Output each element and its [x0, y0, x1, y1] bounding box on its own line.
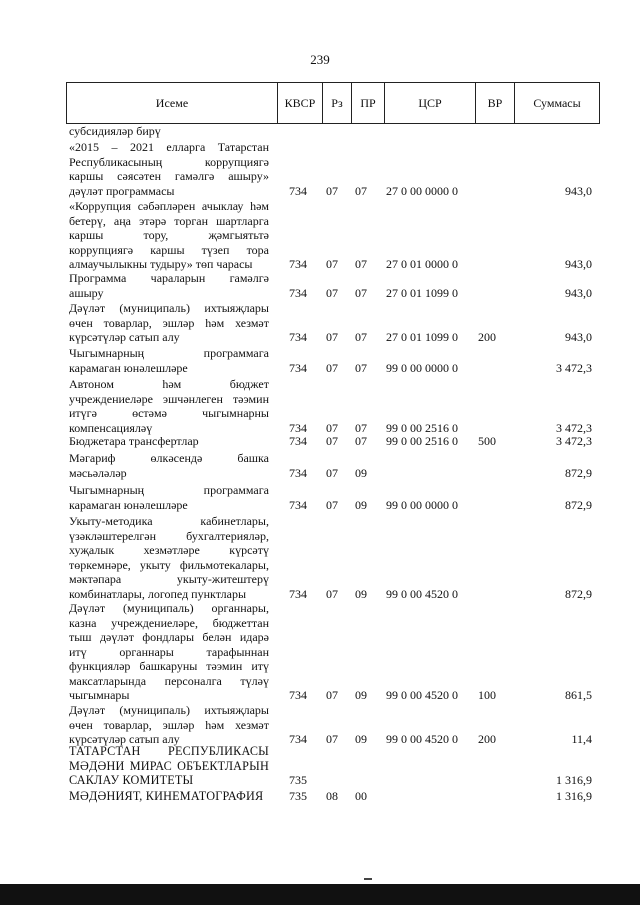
cell-vr: 100	[478, 688, 496, 702]
row-name	[69, 377, 269, 435]
header-vr: ВР	[476, 83, 515, 123]
cell-rz: 07	[326, 732, 338, 746]
table-row	[0, 124, 640, 139]
row-name-line: Дәүләт (муниципаль) ихтыяҗлары	[69, 301, 269, 315]
row-name-line: мәсьәләләр	[69, 465, 127, 480]
row-name-line: карамаган юнәлешләре	[69, 360, 188, 375]
cell-vr: 200	[478, 732, 496, 746]
row-name-line: итүгә өстәмә чыгымнарны	[69, 406, 269, 420]
cell-kvsr: 734	[289, 183, 307, 198]
cell-csr: 27 0 01 0000 0	[386, 257, 458, 271]
row-name-line: ашыру	[69, 285, 104, 300]
cell-pr: 07	[355, 420, 367, 435]
cell-csr: 27 0 01 1099 0	[386, 285, 458, 300]
cell-rz: 07	[326, 330, 338, 344]
cell-pr: 07	[355, 285, 367, 300]
row-name	[69, 199, 269, 272]
row-name-line: Бюджетара трансфертлар	[69, 434, 199, 448]
cell-rz: 07	[326, 360, 338, 375]
cell-rz: 07	[326, 285, 338, 300]
cell-pr: 07	[355, 434, 367, 448]
header-pr: ПР	[352, 83, 385, 123]
row-name	[69, 140, 269, 198]
row-name-line: чыгымнары	[69, 688, 130, 702]
row-name	[69, 744, 269, 788]
table-row	[0, 271, 640, 300]
cell-kvsr: 734	[289, 465, 307, 480]
row-name-line: каршы сәясәтен гамәлгә ашыру»	[69, 169, 269, 183]
cell-pr: 09	[355, 497, 367, 512]
row-name-line: казна учреждениеләре, бюджеттан	[69, 615, 269, 630]
row-name-line: субсидияләр бирү	[69, 124, 161, 138]
row-name-line: үзәкләштерелгән бухгалтерияләр,	[69, 528, 269, 543]
cell-kvsr: 735	[289, 789, 307, 803]
cell-sum: 3 472,3	[556, 420, 592, 435]
cell-sum: 943,0	[565, 285, 592, 300]
row-name-line: функцияләр башкаруны тәэмин итү	[69, 659, 269, 673]
cell-kvsr: 734	[289, 330, 307, 344]
cell-rz: 07	[326, 586, 338, 601]
row-name	[69, 124, 269, 139]
row-name-line: Автоном һәм бюджет	[69, 377, 269, 391]
table-row	[0, 789, 640, 804]
cell-kvsr: 734	[289, 285, 307, 300]
cell-sum: 872,9	[565, 497, 592, 512]
row-name-line: Чыгымнарның программага	[69, 346, 269, 360]
table-row	[0, 483, 640, 512]
table-row	[0, 301, 640, 345]
row-name	[69, 789, 269, 804]
row-name	[69, 346, 269, 375]
row-name-line: коррупциягә каршы түзеп тора	[69, 242, 269, 257]
row-name-line: өчен товарлар, эшләр һәм хезмәт	[69, 315, 269, 330]
cell-vr: 200	[478, 330, 496, 344]
row-name-line: Мәгариф өлкәсендә башка	[69, 451, 269, 465]
row-name-line: Укыту-методика кабинетлары,	[69, 514, 269, 528]
table-row	[0, 601, 640, 703]
cell-kvsr: 734	[289, 586, 307, 601]
cell-rz: 07	[326, 183, 338, 198]
table-row	[0, 377, 640, 435]
cell-pr: 09	[355, 688, 367, 702]
page-number: 239	[310, 52, 330, 67]
cell-kvsr: 734	[289, 434, 307, 448]
cell-rz: 08	[326, 789, 338, 803]
row-name-line: Чыгымнарның программага	[69, 483, 269, 497]
table-row	[0, 744, 640, 788]
row-name-line: Дәүләт (муниципаль) ихтыяҗлары	[69, 703, 269, 717]
cell-kvsr: 734	[289, 360, 307, 375]
header-csr: ЦСР	[385, 83, 476, 123]
row-name-line: МӘДӘНИ МИРАС ОБЪЕКТЛАРЫН	[69, 758, 269, 773]
cell-sum: 11,4	[571, 732, 592, 746]
row-name-line: максатларында персоналга түләү	[69, 673, 269, 688]
row-name-line: ТАТАРСТАН РЕСПУБЛИКАСЫ	[69, 744, 269, 758]
table-row	[0, 434, 640, 449]
row-name-line: «2015 – 2021 елларга Татарстан	[69, 140, 269, 154]
row-name	[69, 703, 269, 747]
cell-kvsr: 734	[289, 257, 307, 271]
cell-kvsr: 734	[289, 420, 307, 435]
row-name-line: хуҗалык хезмәтләре күрсәтү	[69, 543, 269, 557]
row-name-line: Республикасының коррупциягә	[69, 154, 269, 169]
cell-sum: 943,0	[565, 257, 592, 271]
cell-sum: 943,0	[565, 330, 592, 344]
cell-sum: 3 472,3	[556, 360, 592, 375]
cell-csr: 27 0 00 0000 0	[386, 183, 458, 198]
table-header	[66, 82, 600, 124]
table-row	[0, 199, 640, 272]
cell-csr: 99 0 00 0000 0	[386, 360, 458, 375]
table-row	[0, 346, 640, 375]
cell-vr: 500	[478, 434, 496, 448]
row-name-line: күрсәтүләр сатып алу	[69, 330, 180, 344]
cell-kvsr: 734	[289, 732, 307, 746]
cell-csr: 99 0 00 0000 0	[386, 497, 458, 512]
cell-pr: 09	[355, 586, 367, 601]
table-row	[0, 703, 640, 747]
row-name-line: Программа чараларын гамәлгә	[69, 271, 269, 285]
row-name	[69, 434, 269, 449]
row-name-line: төркемнәре, укыту фильмотекалары,	[69, 557, 269, 572]
row-name-line: САКЛАУ КОМИТЕТЫ	[69, 773, 194, 787]
cell-pr: 07	[355, 330, 367, 344]
cell-csr: 99 0 00 2516 0	[386, 434, 458, 448]
row-name-line: «Коррупция сәбәпләрен ачыклау һәм	[69, 199, 269, 213]
cell-sum: 872,9	[565, 586, 592, 601]
cell-csr: 99 0 00 4520 0	[386, 732, 458, 746]
table-row	[0, 140, 640, 198]
scan-mark	[364, 878, 372, 880]
row-name-line: күрсәтүләр сатып алу	[69, 732, 180, 746]
cell-sum: 861,5	[565, 688, 592, 702]
row-name	[69, 301, 269, 345]
row-name-line: алмаучылыкны тудыру» төп чарасы	[69, 257, 253, 271]
row-name-line: Дәүләт (муниципаль) органнары,	[69, 601, 269, 615]
cell-kvsr: 734	[289, 688, 307, 702]
row-name	[69, 514, 269, 601]
cell-rz: 07	[326, 497, 338, 512]
cell-pr: 07	[355, 257, 367, 271]
row-name-line: дәүләт программасы	[69, 183, 175, 198]
cell-rz: 07	[326, 257, 338, 271]
row-name-line: итү органнары тарафыннан	[69, 644, 269, 659]
row-name-line: компенсацияләү	[69, 420, 153, 435]
row-name-line: өчен товарлар, эшләр һәм хезмәт	[69, 717, 269, 732]
row-name-line: каршы тору, җәмгыятьтә	[69, 228, 269, 242]
row-name-line: тыш дәүләт фондлары белән идарә	[69, 630, 269, 644]
cell-csr: 99 0 00 4520 0	[386, 688, 458, 702]
cell-rz: 07	[326, 420, 338, 435]
cell-sum: 1 316,9	[556, 773, 592, 787]
scan-footer-bar	[0, 884, 640, 905]
row-name-line: мәктәпара укыту-житештерү	[69, 572, 269, 586]
row-name	[69, 601, 269, 703]
cell-pr: 09	[355, 465, 367, 480]
cell-pr: 07	[355, 183, 367, 198]
row-name-line: комбинатлары, логопед пунктлары	[69, 586, 247, 601]
table-row	[0, 451, 640, 480]
cell-pr: 09	[355, 732, 367, 746]
row-name	[69, 483, 269, 512]
table-row	[0, 514, 640, 601]
cell-sum: 3 472,3	[556, 434, 592, 448]
row-name	[69, 451, 269, 480]
cell-kvsr: 735	[289, 773, 307, 787]
cell-rz: 07	[326, 434, 338, 448]
cell-csr: 27 0 01 1099 0	[386, 330, 458, 344]
header-sum: Суммасы	[533, 95, 581, 110]
header-rz: Рз	[323, 83, 352, 123]
cell-rz: 07	[326, 465, 338, 480]
cell-sum: 1 316,9	[556, 789, 592, 803]
row-name	[69, 271, 269, 300]
header-kvsr: КВСР	[278, 83, 323, 123]
cell-sum: 943,0	[565, 183, 592, 198]
cell-pr: 00	[355, 789, 367, 803]
row-name-line: учреждениеләре эшчәнлеген тәэмин	[69, 391, 269, 406]
cell-csr: 99 0 00 2516 0	[386, 420, 458, 435]
cell-sum: 872,9	[565, 465, 592, 480]
cell-csr: 99 0 00 4520 0	[386, 586, 458, 601]
row-name-line: бетерү, аңа этәрә торган шартларга	[69, 213, 269, 228]
cell-rz: 07	[326, 688, 338, 702]
row-name-line: карамаган юнәлешләре	[69, 497, 188, 512]
row-name-line: МӘДӘНИЯТ, КИНЕМАТОГРАФИЯ	[69, 789, 264, 803]
header-name: Исеме	[67, 83, 278, 123]
cell-pr: 07	[355, 360, 367, 375]
cell-kvsr: 734	[289, 497, 307, 512]
